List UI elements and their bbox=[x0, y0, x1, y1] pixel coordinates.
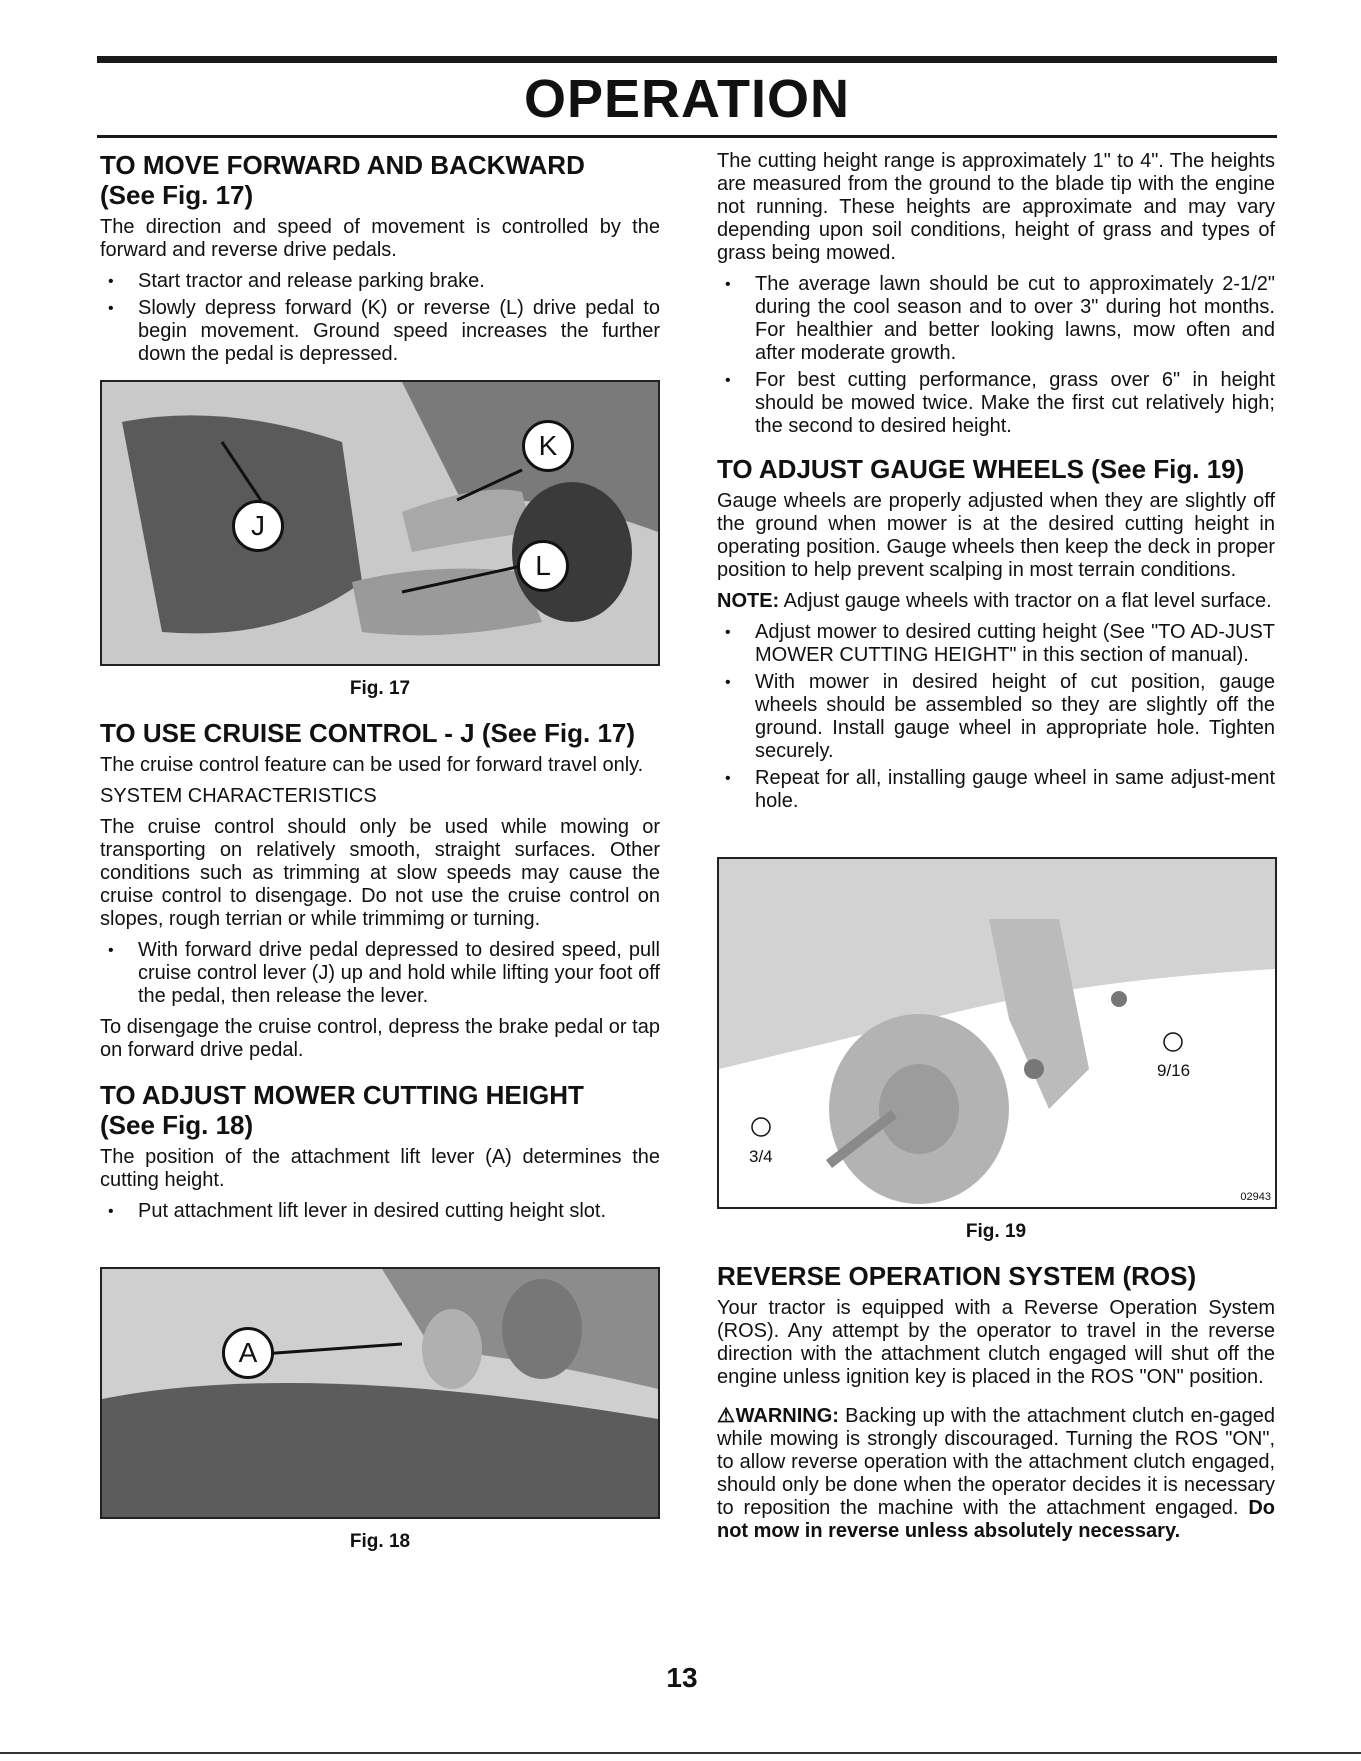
list-item: • Put attachment lift lever in desired cutting height slot. bbox=[100, 1200, 660, 1223]
section-move-forward-backward bbox=[100, 150, 660, 366]
page-title: OPERATION bbox=[523, 69, 850, 129]
paragraph: The position of the attachment lift lever (A) determines the cutting height. bbox=[100, 1146, 660, 1191]
list-item: • Repeat for all, installing gauge wheel in same adjust-ment hole. bbox=[717, 767, 1275, 813]
lift-lever-illustration bbox=[102, 1269, 658, 1517]
header-rule-top bbox=[97, 56, 1277, 63]
list-item: • With mower in desired height of cut position, gauge wheels should be assembled so they are slightly off the ground. Install gauge wheel in appropriate hole. Tighten securely. bbox=[717, 671, 1275, 763]
bullet-list bbox=[717, 273, 1275, 438]
callout-k: K bbox=[522, 420, 574, 472]
warning-icon: ⚠ bbox=[717, 1405, 736, 1427]
paragraph: Your tractor is equipped with a Reverse Operation System (ROS). Any attempt by the operator to travel in the reverse direction with the attachment clutch engaged will shut off the engine unless ignition key is placed in the ROS "ON" position. bbox=[717, 1297, 1275, 1388]
callout-l: L bbox=[517, 540, 569, 592]
section-gauge-wheels bbox=[717, 454, 1275, 813]
note-label: NOTE: bbox=[717, 590, 780, 612]
paragraph: The direction and speed of movement is controlled by the forward and reverse drive pedals. bbox=[100, 216, 660, 261]
bolt-size-label-9-16: 9/16 bbox=[1157, 1061, 1191, 1080]
figure-19-image bbox=[717, 857, 1277, 1209]
left-column bbox=[100, 150, 660, 1571]
section-heading: TO USE CRUISE CONTROL - J (See Fig. 17) bbox=[100, 718, 636, 748]
section-heading: REVERSE OPERATION SYSTEM (ROS) bbox=[717, 1261, 1197, 1291]
section-heading: TO MOVE FORWARD AND BACKWARD (See Fig. 17) bbox=[100, 150, 585, 210]
bullet-list bbox=[100, 939, 660, 1008]
gauge-wheel-illustration bbox=[719, 859, 1275, 1207]
bullet-list bbox=[717, 621, 1275, 813]
section-ros bbox=[717, 1261, 1275, 1543]
list-item: • With forward drive pedal depressed to desired speed, pull cruise control lever (J) up and hold while lifting your foot off the pedal, then release the lever. bbox=[100, 939, 660, 1008]
paragraph: Gauge wheels are properly adjusted when they are slightly off the ground when mower is at the desired cutting height in operating position. Gauge wheels then keep the deck in proper position to help prevent scalping in most terrain conditions. bbox=[717, 490, 1275, 581]
bullet-list bbox=[100, 1200, 660, 1223]
bolt-size-label-3-4: 3/4 bbox=[749, 1147, 773, 1166]
list-item: • For best cutting performance, grass over 6" in height should be mowed twice. Make the first cut relatively high; the second to desired height. bbox=[717, 369, 1275, 438]
list-item: • The average lawn should be cut to approximately 2-1/2" during the cool season and to over 3" during hot months. For healthier and better looking lawns, mow often and after moderate growth. bbox=[717, 273, 1275, 365]
figure-18-image bbox=[100, 1267, 660, 1519]
callout-j: J bbox=[232, 500, 284, 552]
pedals-illustration bbox=[102, 382, 658, 664]
list-item: • Slowly depress forward (K) or reverse (L) drive pedal to begin movement. Ground speed increases the further down the pedal is depressed. bbox=[100, 297, 660, 366]
warning-emphasis: Do not mow in reverse unless absolutely necessary. bbox=[717, 1497, 1275, 1542]
bullet-list bbox=[100, 270, 660, 366]
figure-17-image bbox=[100, 380, 660, 666]
figure-17-caption: Fig. 17 bbox=[349, 678, 411, 699]
section-heading: TO ADJUST MOWER CUTTING HEIGHT (See Fig. 18) bbox=[100, 1080, 584, 1140]
section-cutting-height bbox=[100, 1080, 660, 1223]
figure-18-caption: Fig. 18 bbox=[349, 1531, 411, 1552]
right-column bbox=[717, 150, 1275, 1551]
paragraph: The cutting height range is approximately 1" to 4". The heights are measured from the ground to the blade tip with the engine not running. These heights are approximate and may vary depending upon soil conditions, height of grass and types of grass being mowed. bbox=[717, 150, 1275, 264]
note: NOTE: Adjust gauge wheels with tractor on a flat level surface. bbox=[717, 590, 1272, 612]
paragraph: The cruise control feature can be used for forward travel only. bbox=[100, 754, 644, 776]
section-heading: TO ADJUST GAUGE WHEELS (See Fig. 19) bbox=[717, 454, 1245, 484]
subheading: SYSTEM CHARACTERISTICS bbox=[100, 785, 377, 807]
section-cruise-control bbox=[100, 718, 660, 1062]
paragraph: The cruise control should only be used while mowing or transporting on relatively smooth, straight surfaces. Other conditions such as trimming at slow speeds may cause the cruise control to disengage. Do not use the cruise control on slopes, rough terrian or while trimmimg or turning. bbox=[100, 816, 660, 930]
header-rule-bottom bbox=[97, 135, 1277, 138]
page-number: 13 bbox=[666, 1662, 698, 1693]
callout-a: A bbox=[222, 1327, 274, 1379]
list-item: • Start tractor and release parking brake. bbox=[100, 270, 660, 293]
figure-code: 02943 bbox=[1240, 1191, 1271, 1203]
footer-rule bbox=[0, 1752, 1361, 1754]
warning: ⚠WARNING: Backing up with the attachment clutch en-gaged while mowing is strongly discouraged. Turning the ROS "ON", to allow reverse operation with the attachment clutch engaged, should only be done when the operator decides it is necessary to reposition the machine with the attachment engaged. Do not mow in reverse unless absolutely necessary. bbox=[717, 1405, 1275, 1542]
warning-label: WARNING: bbox=[735, 1405, 839, 1427]
paragraph: To disengage the cruise control, depress the brake pedal or tap on forward drive pedal. bbox=[100, 1016, 660, 1061]
figure-19-caption: Fig. 19 bbox=[965, 1221, 1027, 1242]
list-item: • Adjust mower to desired cutting height (See "TO AD-JUST MOWER CUTTING HEIGHT" in this section of manual). bbox=[717, 621, 1275, 667]
